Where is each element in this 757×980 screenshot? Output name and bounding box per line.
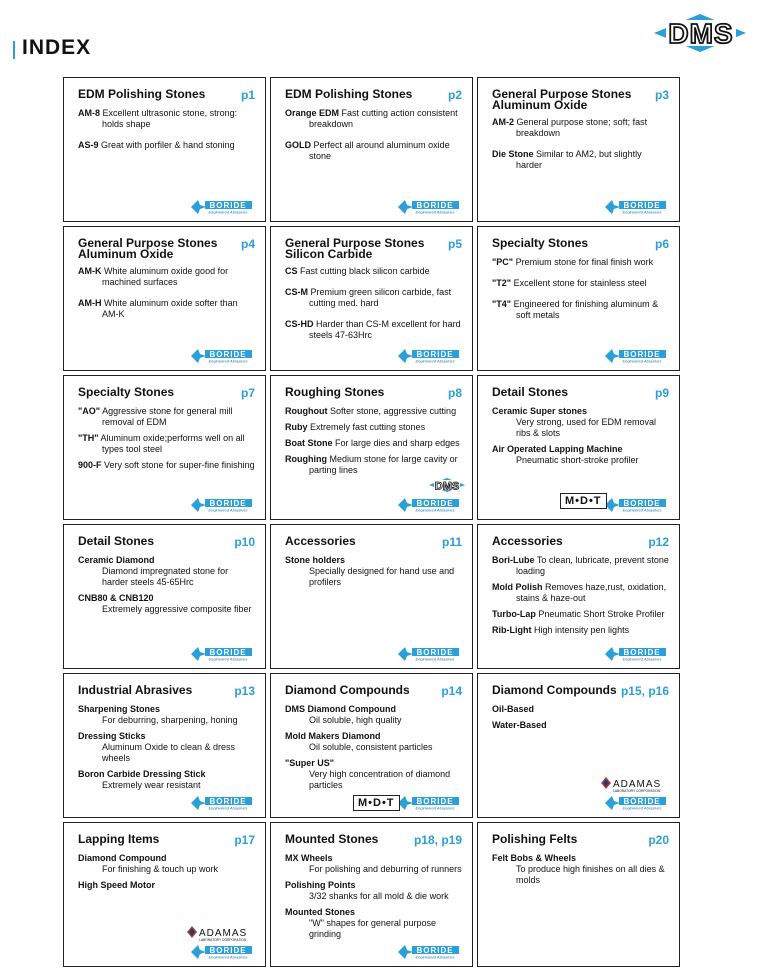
entry-description: Extremely wear resistant [102,780,201,790]
boride-logo [191,498,253,512]
card-entry [285,555,462,588]
entry-name: Ruby [285,422,308,432]
mdt-badge: M•D•T [353,795,400,811]
entry-name: 900-F [78,460,102,470]
boride-logo-sub: Engineered Abrasives [208,209,248,214]
card-entry [78,266,255,288]
index-card [63,524,266,669]
card-entry [492,299,669,321]
entry-description: Premium stone for final finish work [515,257,654,267]
dms-logo-text: DMS [668,18,734,49]
index-card [477,524,680,669]
entry-name: "PC" [492,257,514,267]
card-entry [285,880,462,902]
index-card [270,77,473,222]
card-header [492,237,669,251]
card-entry [78,298,255,320]
card-entry [285,406,462,417]
boride-logo [191,647,253,661]
entry-name: Boat Stone [285,438,333,448]
entry-name: Boron Carbide Dressing Stick [78,769,206,779]
card-entry [285,319,462,341]
boride-logo-text: BORIDE [416,499,454,508]
index-card [477,375,680,520]
card-page-ref: p11 [441,535,462,549]
boride-logo-text: BORIDE [209,499,247,508]
entry-name: "T2" [492,278,512,288]
index-card [63,375,266,520]
card-entry [285,704,462,726]
boride-logo-sub: Engineered Abrasives [208,954,248,959]
entry-description: Removes haze,rust, oxidation, stains & haze-out [516,582,667,603]
adamas-logo [187,926,253,942]
boride-logo-sub: Engineered Abrasives [415,507,455,512]
entry-name: Mold Makers Diamond [285,731,381,741]
card-title: Lapping Items [78,832,160,846]
entry-description: Extremely fast cutting stones [310,422,426,432]
card-entry [492,149,669,171]
boride-logo [191,349,253,363]
entry-name: Roughout [285,406,328,416]
entry-description: White aluminum oxide softer than AM-K [102,298,238,319]
boride-logo [605,200,667,214]
card-entry [78,140,255,151]
card-page-ref: p10 [234,535,255,549]
card-entry [285,853,462,875]
card-entry [78,880,255,891]
entry-description: Aluminum oxide;performs well on all types tool steel [100,433,245,454]
boride-logo-sub: Engineered Abrasives [415,805,455,810]
boride-logo [398,498,460,512]
card-page-ref: p9 [654,386,669,400]
entry-description: Very strong, used for EDM removal ribs & slots [516,417,657,438]
adamas-logo-text: ADAMAS [199,928,248,939]
boride-logo-sub: Engineered Abrasives [208,507,248,512]
entry-name: Mounted Stones [285,907,355,917]
entry-name: Mold Polish [492,582,543,592]
entry-name: CS-HD [285,319,314,329]
entry-description: Harder than CS-M excellent for hard steels 47-63Hrc [309,319,461,340]
entry-name: Die Stone [492,149,534,159]
boride-logo-text: BORIDE [416,946,454,955]
index-card [477,77,680,222]
entry-name: CS [285,266,298,276]
card-entry [492,720,669,731]
card-entry [492,406,669,439]
card-page-ref: p20 [648,833,669,847]
index-card [270,524,473,669]
boride-logo-sub: Engineered Abrasives [622,358,662,363]
card-page-ref: p6 [654,237,669,251]
boride-logo [605,498,667,512]
card-header [78,535,255,549]
entry-name: AM-8 [78,108,100,118]
card-entry [78,853,255,875]
card-title: Diamond Compounds [492,683,617,697]
boride-logo-text: BORIDE [416,201,454,210]
entry-name: AS-9 [78,140,99,150]
card-title: Industrial Abrasives [78,683,193,697]
entry-name: AM-H [78,298,102,308]
boride-logo-sub: Engineered Abrasives [208,805,248,810]
dms-small-logo-text: DMS [434,480,460,493]
entry-name: Air Operated Lapping Machine [492,444,623,454]
card-entry [492,609,669,620]
entry-description: High intensity pen lights [534,625,630,635]
entry-description: Great with porfiler & hand stoning [101,140,235,150]
boride-logo-sub: Engineered Abrasives [208,656,248,661]
entry-description: Oil soluble, consistent particles [309,742,433,752]
boride-logo-text: BORIDE [209,201,247,210]
entry-description: Excellent ultrasonic stone, strong: holds shape [102,108,238,129]
card-header [285,535,462,549]
entry-name: Dressing Sticks [78,731,146,741]
entry-name: Ceramic Diamond [78,555,155,565]
index-card [477,822,680,967]
index-card [270,226,473,371]
card-entry [78,406,255,428]
card-title: Detail Stones [492,385,569,399]
entry-name: Orange EDM [285,108,340,118]
boride-logo-sub: Engineered Abrasives [415,954,455,959]
entry-name: Stone holders [285,555,346,565]
card-entry [78,593,255,615]
card-header [78,386,255,400]
index-card [63,822,266,967]
boride-logo [398,200,460,214]
boride-logo-text: BORIDE [209,350,247,359]
boride-logo-sub: Engineered Abrasives [622,656,662,661]
card-entry [492,257,669,268]
card-entry [285,108,462,130]
card-entry [492,704,669,715]
adamas-logo [601,777,667,793]
card-title: Diamond Compounds [285,683,410,697]
entry-name: CNB80 & CNB120 [78,593,154,603]
boride-logo [398,796,460,810]
card-entry [492,582,669,604]
mdt-badge: M•D•T [560,493,607,509]
card-header [492,386,669,400]
card-header [78,237,255,260]
card-page-ref: p17 [234,833,255,847]
card-entry [78,460,255,471]
entry-description: Oil soluble, high quality [309,715,402,725]
card-entry [285,454,462,476]
entry-description: Very high concentration of diamond particles [309,769,451,790]
card-entry [78,731,255,764]
boride-logo-text: BORIDE [416,648,454,657]
card-header [285,833,462,847]
card-title: Specialty Stones [78,385,175,399]
entry-name: Diamond Compound [78,853,167,863]
entry-name: Rib-Light [492,625,532,635]
boride-logo-text: BORIDE [209,797,247,806]
entry-description: Softer stone, aggressive cutting [330,406,457,416]
card-title: General Purpose Stones Aluminum Oxide [78,236,218,261]
card-entry [492,853,669,886]
index-card [477,673,680,818]
card-header [285,88,462,102]
card-header [285,684,462,698]
boride-logo [605,647,667,661]
boride-logo-text: BORIDE [623,350,661,359]
card-title: General Purpose Stones Silicon Carbide [285,236,425,261]
card-entry [285,266,462,277]
entry-description: Premium green silicon carbide, fast cutting med. hard [309,287,452,308]
entry-description: Pneumatic short-stroke profiler [516,455,639,465]
entry-name: "Super US" [285,758,335,768]
entry-name: AM-K [78,266,102,276]
boride-logo-sub: Engineered Abrasives [622,805,662,810]
boride-logo-sub: Engineered Abrasives [622,209,662,214]
card-header [492,684,669,698]
card-entry [492,444,669,466]
entry-description: Engineered for finishing aluminum & soft metals [513,299,659,320]
entry-description: For polishing and deburring of runners [309,864,462,874]
entry-name: Turbo-Lap [492,609,536,619]
card-title: Accessories [285,534,356,548]
entry-description: White aluminum oxide good for machined surfaces [102,266,229,287]
card-header [492,88,669,111]
entry-name: AM-2 [492,117,514,127]
boride-logo [398,945,460,959]
entry-name: DMS Diamond Compound [285,704,396,714]
card-entry [78,108,255,130]
boride-logo-text: BORIDE [623,797,661,806]
card-entry [78,769,255,791]
index-card [63,77,266,222]
entry-description: Excellent stone for stainless steel [513,278,647,288]
adamas-logo-text: ADAMAS [613,779,662,790]
index-card [63,673,266,818]
entry-name: "AO" [78,406,101,416]
boride-logo [191,200,253,214]
dms-small-logo [428,477,466,493]
entry-description: Similar to AM2, but slightly harder [516,149,642,170]
entry-description: "W" shapes for general purpose grinding [309,918,436,939]
card-entry [285,438,462,449]
boride-logo-sub: Engineered Abrasives [415,358,455,363]
card-header [78,88,255,102]
adamas-logo-sub: LABORATORY CORPORATION [199,938,247,942]
entry-name: Felt Bobs & Wheels [492,853,577,863]
entry-name: "T4" [492,299,512,309]
card-entry [285,140,462,162]
entry-description: Diamond impregnated stone for harder steels 45-65Hrc [102,566,229,587]
card-title: EDM Polishing Stones [285,87,413,101]
title-accent-bar [13,41,15,59]
card-header [78,833,255,847]
card-title: Polishing Felts [492,832,578,846]
boride-logo-text: BORIDE [623,499,661,508]
card-page-ref: p8 [447,386,462,400]
card-header [285,237,462,260]
entry-description: Pneumatic Short Stroke Profiler [538,609,665,619]
boride-logo-text: BORIDE [209,648,247,657]
card-title: General Purpose Stones Aluminum Oxide [492,87,632,112]
entry-name: High Speed Motor [78,880,155,890]
index-card [63,226,266,371]
entry-name: CS-M [285,287,308,297]
entry-name: MX Wheels [285,853,333,863]
card-title: EDM Polishing Stones [78,87,206,101]
entry-name: Bori-Lube [492,555,535,565]
card-header [492,535,669,549]
entry-description: To clean, lubricate, prevent stone loading [516,555,669,576]
card-page-ref: p7 [240,386,255,400]
entry-description: Aggressive stone for general mill removal of EDM [102,406,233,427]
card-entry [492,625,669,636]
entry-description: Perfect all around aluminum oxide stone [309,140,450,161]
entry-name: Water-Based [492,720,547,730]
card-page-ref: p3 [654,88,669,102]
boride-logo [191,945,253,959]
entry-description: Extremely aggressive composite fiber [102,604,252,614]
card-entry [285,422,462,433]
entry-description: 3/32 shanks for all mold & die work [309,891,449,901]
boride-logo-text: BORIDE [623,648,661,657]
entry-description: Medium stone for large cavity or parting lines [309,454,458,475]
entry-description: Very soft stone for super-fine finishing [104,460,255,470]
boride-logo-text: BORIDE [209,946,247,955]
entry-name: Ceramic Super stones [492,406,588,416]
boride-logo-text: BORIDE [623,201,661,210]
card-page-ref: p1 [240,88,255,102]
page-title: INDEX [22,36,92,59]
card-header [78,684,255,698]
boride-logo [398,647,460,661]
boride-logo [191,796,253,810]
card-page-ref: p4 [240,237,255,251]
entry-description: For finishing & touch up work [102,864,219,874]
card-entry [78,433,255,455]
entry-name: Roughing [285,454,327,464]
boride-logo [605,349,667,363]
index-card [270,673,473,818]
boride-logo-sub: Engineered Abrasives [415,656,455,661]
boride-logo-sub: Engineered Abrasives [622,507,662,512]
card-title: Roughing Stones [285,385,385,399]
card-entry [285,287,462,309]
entry-description: For large dies and sharp edges [335,438,460,448]
entry-description: For deburring, sharpening, honing [102,715,238,725]
boride-logo [398,349,460,363]
card-entry [492,555,669,577]
entry-description: Fast cutting action consistent breakdown [309,108,458,129]
card-entry [78,555,255,588]
card-page-ref: p5 [447,237,462,251]
boride-logo [605,796,667,810]
entry-name: "TH" [78,433,99,443]
card-entry [285,731,462,753]
card-page-ref: p18, p19 [413,833,462,847]
card-title: Accessories [492,534,563,548]
entry-description: Specially designed for hand use and profilers [309,566,455,587]
entry-description: Fast cutting black silicon carbide [300,266,430,276]
boride-logo-text: BORIDE [416,797,454,806]
entry-name: GOLD [285,140,311,150]
card-page-ref: p2 [447,88,462,102]
boride-logo-text: BORIDE [416,350,454,359]
dms-logo [652,12,748,54]
boride-logo-sub: Engineered Abrasives [415,209,455,214]
card-entry [285,758,462,791]
card-page-ref: p14 [441,684,462,698]
entry-description: To produce high finishes on all dies & molds [516,864,665,885]
card-page-ref: p13 [234,684,255,698]
index-card [477,226,680,371]
card-header [285,386,462,400]
card-entry [285,907,462,940]
card-title: Mounted Stones [285,832,379,846]
card-header [492,833,669,847]
entry-name: Polishing Points [285,880,356,890]
entry-description: General purpose stone; soft; fast breakdown [516,117,648,138]
entry-name: Sharpening Stones [78,704,161,714]
card-page-ref: p12 [648,535,669,549]
card-title: Detail Stones [78,534,155,548]
index-card [270,822,473,967]
card-title: Specialty Stones [492,236,589,250]
index-card [270,375,473,520]
card-entry [492,278,669,289]
card-entry [492,117,669,139]
entry-name: Oil-Based [492,704,535,714]
entry-description: Aluminum Oxide to clean & dress wheels [102,742,236,763]
boride-logo-sub: Engineered Abrasives [208,358,248,363]
adamas-logo-sub: LABORATORY CORPORATION [613,789,661,793]
card-page-ref: p15, p16 [620,684,669,698]
index-grid [63,77,680,967]
card-entry [78,704,255,726]
